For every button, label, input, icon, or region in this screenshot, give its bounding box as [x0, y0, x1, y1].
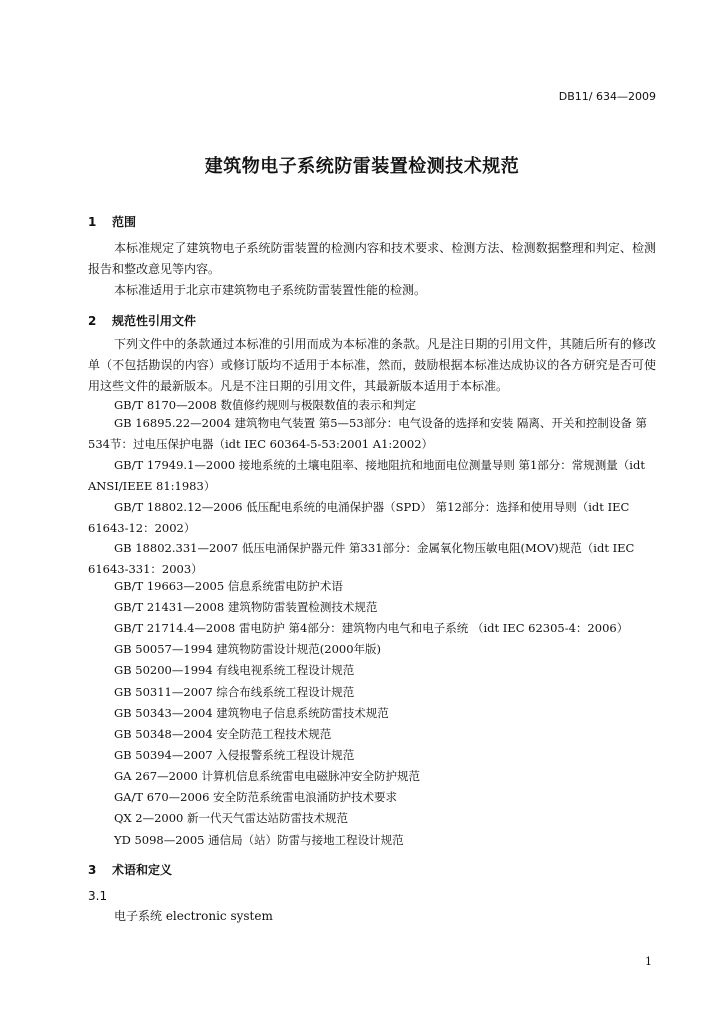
document-title: 建筑物电子系统防雷装置检测技术规范 [204, 156, 520, 177]
reference-item: GB 16895.22—2004 建筑物电气装置 第5—53部分：电气设备的选择和安装 隔离、开关和控制设备 第534节：过电压保护电器（idt IEC 60364-5-53:2001 A1:2002） [88, 416, 647, 451]
section-2-heading [88, 312, 196, 329]
standard-code: DB11/ 634—2009 [558, 90, 656, 103]
subsection-number: 3.1 [88, 889, 108, 903]
reference-item: GB/T 21714.4—2008 雷电防护 第4部分：建筑物内电气和电子系统 （idt IEC 62305-4：2006） [114, 621, 629, 635]
section-title: 术语和定义 [112, 863, 173, 877]
reference-item: GB 50343—2004 建筑物电子信息系统防雷技术规范 [114, 706, 389, 720]
reference-item: GB/T 17949.1—2000 接地系统的土壤电阻率、接地阻抗和地面电位测量导则 第1部分：常规测量（idt ANSI/IEEE 81:1983） [88, 458, 645, 493]
reference-item: GA 267—2000 计算机信息系统雷电电磁脉冲安全防护规范 [114, 769, 421, 783]
section-1-paragraph-1: 本标准规定了建筑物电子系统防雷装置的检测内容和技术要求、检测方法、检测数据整理和判定、检测报告和整改意见等内容。 [88, 241, 656, 276]
section-title: 范围 [112, 215, 137, 229]
reference-item: GB/T 19663—2005 信息系统雷电防护术语 [114, 579, 343, 593]
reference-item: GB 50348—2004 安全防范工程技术规范 [114, 727, 332, 741]
term-definition: 电子系统 electronic system [114, 909, 273, 923]
reference-item: YD 5098—2005 通信局（站）防雷与接地工程设计规范 [114, 833, 404, 847]
section-1-paragraph-2: 本标准适用于北京市建筑物电子系统防雷装置性能的检测。 [114, 283, 427, 297]
reference-item: GA/T 670—2006 安全防范系统雷电浪涌防护技术要求 [114, 790, 398, 804]
reference-item: QX 2—2000 新一代天气雷达站防雷技术规范 [114, 811, 349, 825]
page-number: 1 [645, 955, 652, 968]
reference-item: GB/T 18802.12—2006 低压配电系统的电涌保护器（SPD） 第12部分：选择和使用导则（idt IEC 61643-12：2002） [88, 500, 630, 535]
section-3-heading [88, 861, 172, 878]
section-2-intro: 下列文件中的条款通过本标准的引用而成为本标准的条款。凡是注日期的引用文件，其随后所有的修改单（不包括勘误的内容）或修订版均不适用于本标准，然而，鼓励根据本标准达成协议的各方研究是否可使用这些文件的最新版本。凡是不注日期的引用文件，其最新版本适用于本标准。 [88, 337, 656, 393]
section-title: 规范性引用文件 [112, 314, 197, 328]
reference-item: GB 50311—2007 综合布线系统工程设计规范 [114, 685, 355, 699]
section-number: 1 [88, 215, 97, 229]
reference-item: GB 50057—1994 建筑物防雷设计规范(2000年版) [114, 642, 382, 656]
reference-item: GB/T 8170—2008 数值修约规则与极限数值的表示和判定 [114, 398, 417, 412]
reference-item: GB 18802.331—2007 低压电涌保护器元件 第331部分：金属氧化物压敏电阻(MOV)规范（idt IEC 61643-331：2003） [88, 541, 635, 576]
reference-item: GB 50200—1994 有线电视系统工程设计规范 [114, 663, 355, 677]
reference-item: GB 50394—2007 入侵报警系统工程设计规范 [114, 748, 355, 762]
section-number: 3 [88, 863, 97, 877]
section-number: 2 [88, 314, 97, 328]
reference-item: GB/T 21431—2008 建筑物防雷装置检测技术规范 [114, 600, 378, 614]
section-1-heading [88, 213, 136, 230]
